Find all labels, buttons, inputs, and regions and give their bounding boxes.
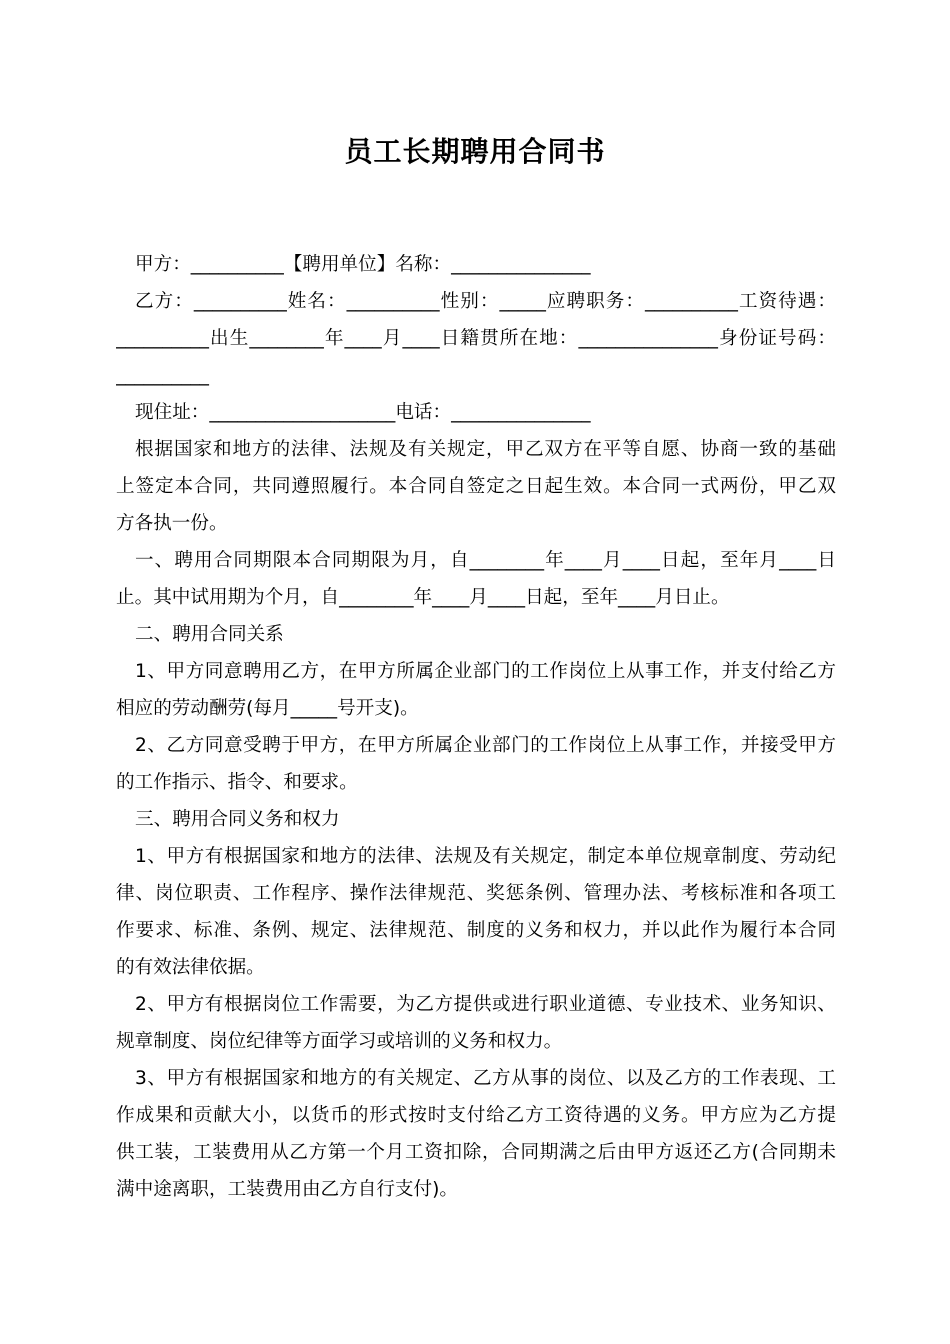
- section-1-line: 止。其中试用期为个月，自________年____月____日起，至年____月日止。: [116, 587, 730, 608]
- clause-2-2-line: 的工作指示、指令、和要求。: [116, 772, 358, 793]
- preamble-line: 根据国家和地方的法律、法规及有关规定，甲乙双方在平等自愿、协商一致的基础: [135, 439, 836, 460]
- clause-3-3-line: 供工装，工装费用从乙方第一个月工资扣除，合同期满之后由甲方返还乙方(合同期未: [116, 1142, 836, 1163]
- document-body: [116, 246, 836, 1208]
- preamble-line: 上签定本合同，共同遵照履行。本合同自签定之日起生效。本合同一式两份，甲乙双: [116, 476, 836, 497]
- party-a-line: 甲方：__________【聘用单位】名称：_______________: [135, 254, 591, 275]
- clause-3-1-line: 的有效法律依据。: [116, 957, 265, 978]
- preamble-line: 方各执一份。: [116, 513, 228, 534]
- clause-2-1-line: 相应的劳动酬劳(每月_____号开支)。: [116, 698, 419, 719]
- clause-3-3-line: 3、甲方有根据国家和地方的有关规定、乙方从事的岗位、以及乙方的工作表现、工: [135, 1068, 836, 1089]
- address-phone-line: 现住址：____________________电话：_______________: [135, 402, 591, 423]
- id-number-blank-line: __________: [116, 365, 209, 386]
- clause-3-2-line: 2、甲方有根据岗位工作需要，为乙方提供或进行职业道德、专业技术、业务知识、: [135, 994, 836, 1015]
- clause-3-2-line: 规章制度、岗位纪律等方面学习或培训的义务和权力。: [116, 1031, 563, 1052]
- section-2-heading: 二、聘用合同关系: [135, 624, 284, 645]
- clause-3-1-line: 律、岗位职责、工作程序、操作法律规范、奖惩条例、管理办法、考核标准和各项工: [116, 883, 836, 904]
- section-1-line: 一、聘用合同期限本合同期限为月，自________年____月____日起，至年月____日: [135, 550, 836, 571]
- clause-3-1-line: 1、甲方有根据国家和地方的法律、法规及有关规定，制定本单位规章制度、劳动纪: [135, 846, 836, 867]
- clause-2-2-line: 2、乙方同意受聘于甲方，在甲方所属企业部门的工作岗位上从事工作，并接受甲方: [135, 735, 836, 756]
- document-title: 员工长期聘用合同书: [344, 135, 606, 168]
- birth-id-line: __________出生________年____月____日籍贯所在地：_______________身份证号码：: [116, 328, 836, 349]
- clause-2-1-line: 1、甲方同意聘用乙方，在甲方所属企业部门的工作岗位上从事工作，并支付给乙方: [135, 661, 836, 682]
- party-b-line: 乙方：__________姓名：__________性别：_____应聘职务：__________工资待遇：: [135, 291, 836, 312]
- clause-3-3-line: 满中途离职，工装费用由乙方自行支付)。: [116, 1179, 458, 1200]
- clause-3-1-line: 作要求、标准、条例、规定、法律规范、制度的义务和权力，并以此作为履行本合同: [116, 920, 836, 941]
- section-3-heading: 三、聘用合同义务和权力: [135, 809, 340, 830]
- clause-3-3-line: 作成果和贡献大小，以货币的形式按时支付给乙方工资待遇的义务。甲方应为乙方提: [116, 1105, 836, 1126]
